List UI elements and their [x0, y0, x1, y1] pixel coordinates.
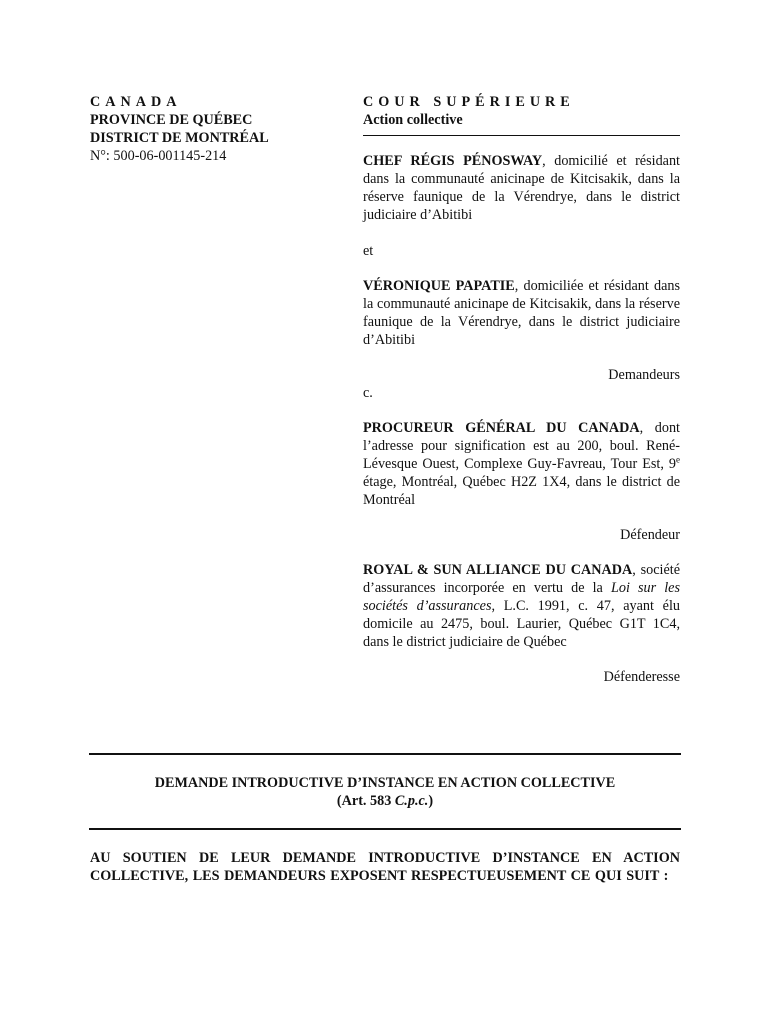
plaintiff-1-name: CHEF RÉGIS PÉNOSWAY — [363, 153, 543, 169]
defendant-1-details-a: , dont l’adresse pour signification est au 200, boul. René-Lévesque Ouest, Complexe Guy-Favreau, Tour Est, 9 — [363, 420, 681, 472]
article-suffix: ) — [428, 793, 434, 809]
article-prefix: (Art. 583 — [336, 793, 395, 809]
document-title-line: DEMANDE INTRODUCTIVE D’INSTANCE EN ACTION COLLECTIVE — [154, 775, 616, 791]
plaintiff-2 — [363, 277, 680, 349]
defendant-2-details-a: , société d’assurances incorporée en vertu de la — [363, 562, 680, 596]
file-number: N°: 500-06-001145-214 — [90, 148, 227, 164]
plaintiff-2-name: VÉRONIQUE PAPATIE — [363, 278, 515, 294]
jurisdiction-block — [90, 93, 340, 165]
defendant-1-role: Défendeur — [620, 527, 680, 543]
defendant-1-details-b: étage, Montréal, Québec H2Z 1X4, dans le district de Montréal — [363, 474, 680, 508]
district-heading: DISTRICT DE MONTRÉAL — [90, 130, 269, 146]
plaintiffs-role: Demandeurs — [608, 367, 680, 383]
versus: c. — [363, 385, 373, 401]
court-name: COUR SUPÉRIEURE — [363, 94, 575, 110]
plaintiff-1-details: , domicilié et résidant dans la communauté anicinape de Kitcisakik, dans la réserve faunique de la Vérendrye, dans le district judiciaire d’Abitibi — [363, 153, 680, 223]
plaintiff-2-details: , domiciliée et résidant dans la communauté anicinape de Kitcisakik, dans la réserve faunique de la Vérendrye, dans le district judiciaire d’Abitibi — [363, 278, 680, 348]
defendant-2-name: ROYAL & SUN ALLIANCE DU CANADA — [363, 562, 633, 578]
defendant-1-name: PROCUREUR GÉNÉRAL DU CANADA — [363, 420, 640, 436]
intro-statement: AU SOUTIEN DE LEUR DEMANDE INTRODUCTIVE D’INSTANCE EN ACTION COLLECTIVE, LES DEMANDEURS EXPOSENT RESPECTUEUSEMENT CE QUI SUIT : — [90, 850, 680, 884]
defendant-2-role: Défenderesse — [603, 669, 680, 685]
defendant-2 — [363, 561, 680, 651]
defendant-1-superscript: e — [676, 454, 680, 465]
province-heading: PROVINCE DE QUÉBEC — [90, 112, 253, 128]
parties-column — [363, 93, 680, 686]
document-title — [89, 774, 681, 810]
article-reference — [89, 792, 681, 810]
conjunction: et — [363, 243, 374, 259]
title-top-rule — [89, 753, 681, 755]
plaintiff-1 — [363, 152, 680, 224]
court-divider — [363, 135, 680, 136]
defendant-2-details-b: , L.C. 1991, c. 47, ayant élu domicile au 2475, boul. Laurier, Québec G1T 1C4, dans le district judiciaire de Québec — [363, 598, 680, 650]
title-bottom-rule — [89, 828, 681, 830]
action-type: Action collective — [363, 112, 463, 128]
article-code: C.p.c. — [394, 793, 429, 809]
country-heading: CANADA — [90, 94, 182, 110]
defendant-1 — [363, 419, 680, 509]
statute-title: Loi sur les sociétés d’assurances — [363, 580, 681, 614]
